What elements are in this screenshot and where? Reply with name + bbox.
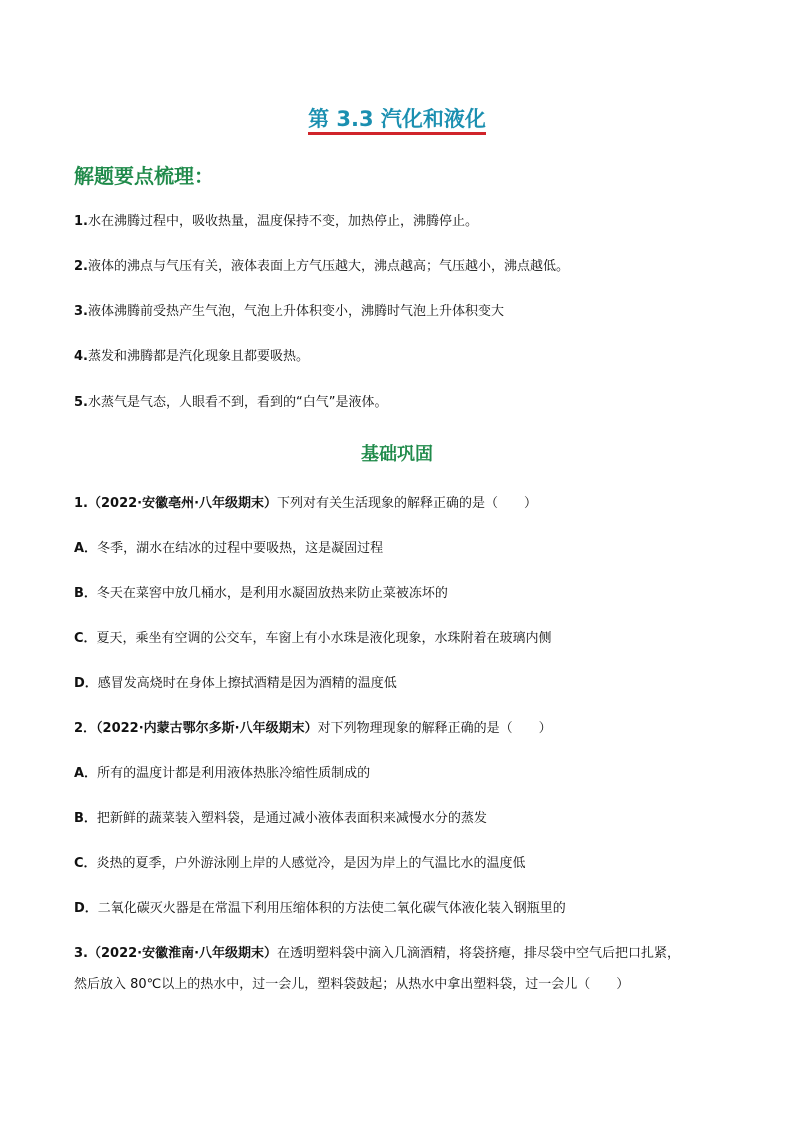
points-heading: 解题要点梳理： xyxy=(74,164,214,188)
option-item xyxy=(74,764,734,784)
question-stem xyxy=(74,719,734,739)
point-item xyxy=(74,212,734,232)
question-stem xyxy=(74,944,734,964)
point-item xyxy=(74,302,734,322)
point-text: 水蒸气是气态，人眼看不到，看到的“白气”是液体。 xyxy=(87,395,388,410)
question-source: （2022·内蒙古鄂尔多斯·八年级期末） xyxy=(96,721,318,736)
option-item xyxy=(74,809,734,829)
point-item xyxy=(74,347,734,367)
option-text: 炎热的夏季，户外游泳刚上岸的人感觉冷，是因为岸上的气温比水的温度低 xyxy=(96,856,526,871)
option-label: C． xyxy=(74,856,97,871)
point-number: 5. xyxy=(74,395,88,410)
basics-heading: 基础巩固 xyxy=(361,444,433,465)
question-stem xyxy=(74,494,734,514)
option-label: C． xyxy=(74,631,97,646)
option-item xyxy=(74,854,734,874)
question-number: 3. xyxy=(74,946,88,961)
option-item xyxy=(74,539,734,559)
point-text: 蒸发和沸腾都是汽化现象且都要吸热。 xyxy=(87,349,309,364)
question-source: （2022·安徽亳州·八年级期末） xyxy=(87,496,278,511)
point-text: 液体的沸点与气压有关，液体表面上方气压越大，沸点越高；气压越小，沸点越低。 xyxy=(87,259,569,274)
point-text: 水在沸腾过程中，吸收热量，温度保持不变，加热停止，沸腾停止。 xyxy=(87,214,478,229)
option-item xyxy=(74,629,734,649)
option-text: 所有的温度计都是利用液体热胀冷缩性质制成的 xyxy=(97,766,371,781)
option-item xyxy=(74,674,734,694)
option-text: 感冒发高烧时在身体上擦拭酒精是因为酒精的温度低 xyxy=(97,676,397,691)
option-label: B． xyxy=(74,811,97,826)
point-item xyxy=(74,393,734,413)
option-label: A． xyxy=(74,541,98,556)
option-text: 把新鲜的蔬菜装入塑料袋，是通过减小液体表面积来减慢水分的蒸发 xyxy=(96,811,487,826)
question-text: 下列对有关生活现象的解释正确的是（ ） xyxy=(277,496,538,511)
option-item xyxy=(74,899,734,919)
question-number: 2． xyxy=(74,721,97,736)
point-number: 2. xyxy=(74,259,88,274)
point-text: 液体沸腾前受热产生气泡，气泡上升体积变小，沸腾时气泡上升体积变大 xyxy=(87,304,504,319)
option-text: 冬季，湖水在结冰的过程中要吸热，这是凝固过程 xyxy=(97,541,384,556)
question-source: （2022·安徽淮南·八年级期末） xyxy=(87,946,278,961)
page-title xyxy=(0,103,794,133)
point-number: 4. xyxy=(74,349,88,364)
point-number: 1. xyxy=(74,214,88,229)
option-label: D． xyxy=(74,676,98,691)
question-text: 在透明塑料袋中滴入几滴酒精，将袋挤瘪，排尽袋中空气后把口扎紧， xyxy=(277,946,681,961)
option-label: D． xyxy=(74,901,98,916)
option-label: B． xyxy=(74,586,97,601)
option-label: A． xyxy=(74,766,98,781)
question-text: 对下列物理现象的解释正确的是（ ） xyxy=(317,721,552,736)
page-title-text: 第 3.3 汽化和液化 xyxy=(308,107,486,135)
point-number: 3. xyxy=(74,304,88,319)
option-text: 二氧化碳灭火器是在常温下利用压缩体积的方法使二氧化碳气体液化装入钢瓶里的 xyxy=(97,901,566,916)
point-item xyxy=(74,257,734,277)
option-item xyxy=(74,584,734,604)
question-stem-continued: 然后放入 80℃以上的热水中，过一会儿，塑料袋鼓起；从热水中拿出塑料袋，过一会儿（ ） xyxy=(74,977,630,992)
option-text: 夏天，乘坐有空调的公交车，车窗上有小水珠是液化现象，水珠附着在玻璃内侧 xyxy=(96,631,552,646)
question-number: 1. xyxy=(74,496,88,511)
option-text: 冬天在菜窖中放几桶水，是利用水凝固放热来防止菜被冻坏的 xyxy=(96,586,448,601)
